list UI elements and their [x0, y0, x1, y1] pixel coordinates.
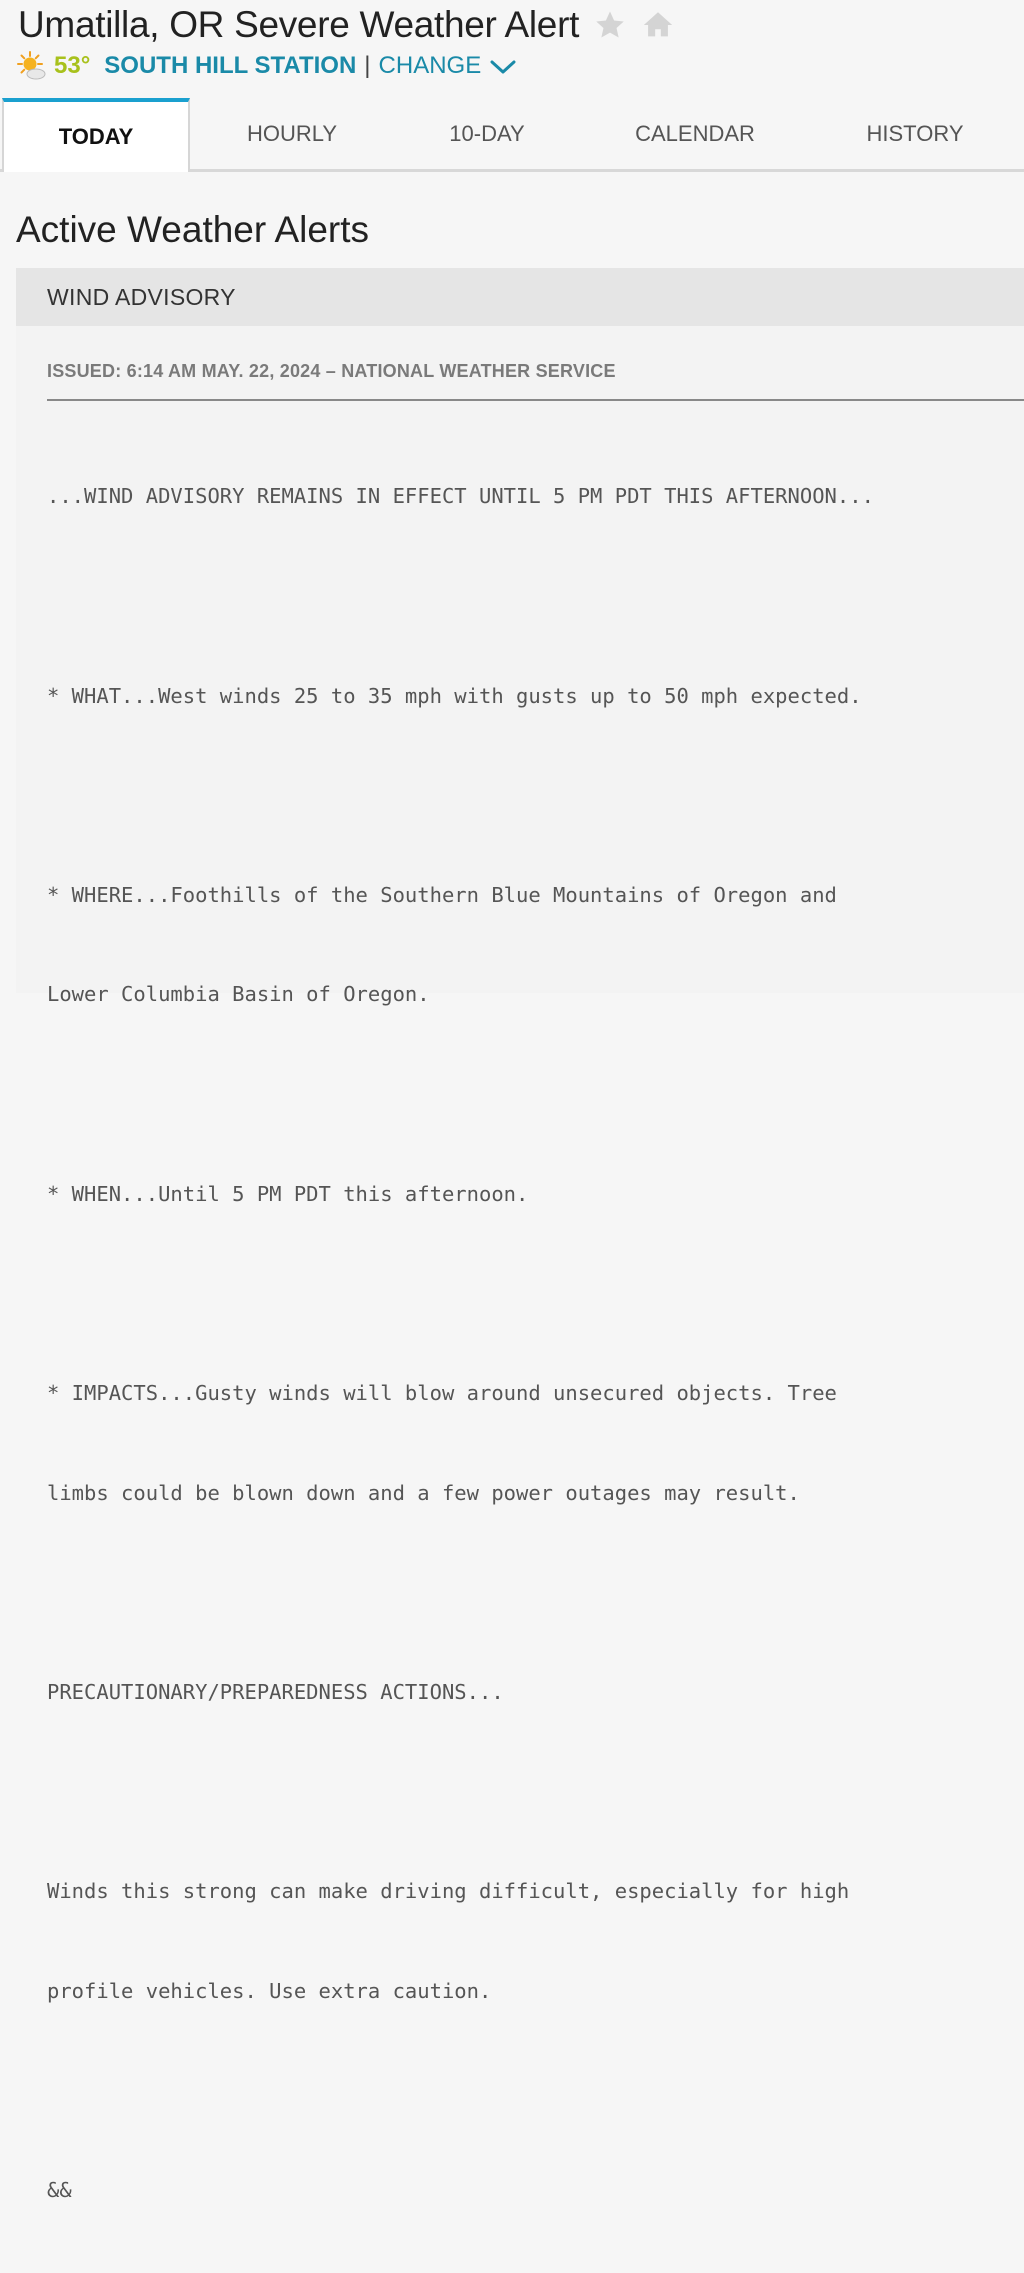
alert-line: PRECAUTIONARY/PREPAREDNESS ACTIONS... — [47, 1679, 504, 1704]
partly-sunny-icon — [16, 50, 48, 82]
station-row — [16, 50, 517, 82]
alert-card — [16, 268, 1024, 2202]
tab-calendar[interactable]: CALENDAR — [635, 121, 755, 146]
tab-today[interactable]: TODAY — [2, 98, 190, 172]
alert-line: Lower Columbia Basin of Oregon. — [47, 982, 430, 1007]
star-icon[interactable] — [593, 8, 627, 42]
alert-title[interactable]: WIND ADVISORY — [16, 268, 1024, 326]
tab-10-day[interactable]: 10-DAY — [449, 121, 525, 146]
title-row — [18, 0, 675, 50]
alert-line — [47, 779, 1017, 812]
alert-line: * WHEN...Until 5 PM PDT this afternoon. — [47, 1181, 529, 1206]
tab-bar — [0, 98, 1024, 172]
alert-line: Winds this strong can make driving difficult, especially for high — [47, 1878, 850, 1903]
change-label: CHANGE — [378, 52, 482, 79]
section-heading: Active Weather Alerts — [16, 209, 370, 250]
alert-line: * WHAT...West winds 25 to 35 mph with gusts up to 50 mph expected. — [47, 683, 862, 708]
alert-line — [47, 1277, 1017, 1310]
chevron-down-icon — [489, 56, 517, 76]
station-name-link[interactable]: SOUTH HILL STATION — [104, 52, 357, 79]
home-icon[interactable] — [641, 8, 675, 42]
alert-line — [47, 2074, 1017, 2107]
tab-history[interactable]: HISTORY — [866, 121, 964, 146]
change-station-button[interactable] — [379, 52, 518, 80]
divider — [47, 399, 1024, 401]
tab-hourly[interactable]: HOURLY — [246, 121, 338, 146]
alert-line: * WHERE...Foothills of the Southern Blue Mountains of Oregon and — [47, 882, 837, 907]
alert-line: * IMPACTS...Gusty winds will blow around unsecured objects. Tree — [47, 1380, 837, 1405]
alert-line — [47, 580, 1017, 613]
separator: | — [364, 52, 371, 79]
alert-line — [47, 1775, 1017, 1808]
alert-line: limbs could be blown down and a few power outages may result. — [47, 1480, 800, 1505]
alert-line — [47, 1078, 1017, 1111]
page-title: Umatilla, OR Severe Weather Alert — [18, 4, 580, 45]
current-temperature: 53° — [54, 52, 91, 79]
alert-line: profile vehicles. Use extra caution. — [47, 1978, 492, 2003]
alert-issued: ISSUED: 6:14 AM MAY. 22, 2024 – NATIONAL WEATHER SERVICE — [47, 361, 616, 381]
alert-line: && — [47, 2177, 72, 2202]
alert-line: ...WIND ADVISORY REMAINS IN EFFECT UNTIL 5 PM PDT THIS AFTERNOON... — [47, 484, 874, 509]
alert-body — [47, 414, 1017, 2273]
alert-line — [47, 1576, 1017, 1609]
